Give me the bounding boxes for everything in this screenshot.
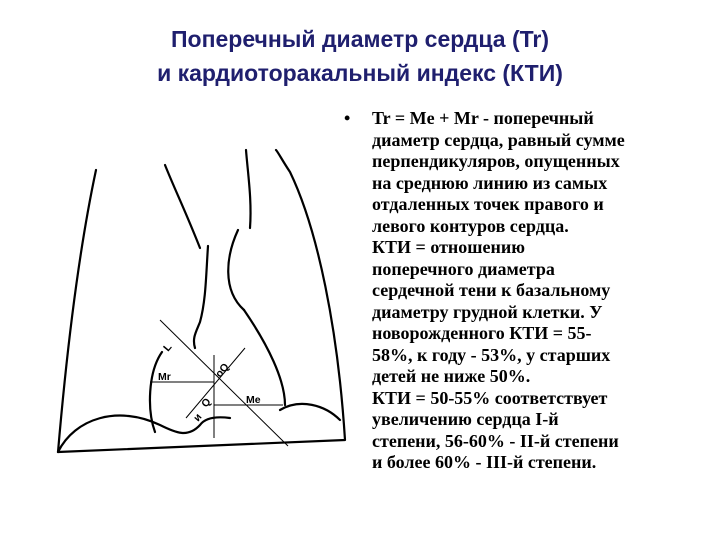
chest-outline <box>58 150 345 452</box>
label-mr: Mr <box>158 371 171 383</box>
text-line: детей не ниже 50%. <box>372 366 531 386</box>
title-line-2: и кардиоторакальный индекс (КТИ) <box>157 60 563 86</box>
text-line: КТИ = отношению <box>372 237 525 257</box>
text-line: перпендикуляров, опущенных <box>372 151 620 171</box>
text-line: поперечного диаметра <box>372 258 555 279</box>
text-line: сердечной тени к базальному <box>372 280 611 300</box>
label-q: Q <box>199 395 214 410</box>
text-line: диаметру грудной клетки. У <box>372 301 603 322</box>
text-line: 58%, к году - 53%, у старших <box>372 344 611 365</box>
text-line: левого контуров сердца. <box>372 215 569 236</box>
q-axis-line <box>186 348 245 418</box>
left-apex-curve <box>165 165 200 248</box>
long-axis-line <box>160 320 288 446</box>
label-i: и <box>191 411 205 424</box>
mediastinum-left <box>194 246 208 348</box>
text-line: увеличению сердца I-й <box>372 409 559 429</box>
text-line: диаметр сердца, равный сумме <box>372 129 625 150</box>
label-l: L <box>161 341 175 354</box>
label-oq: oQ <box>213 361 232 380</box>
text-line: и более 60% - III-й степени. <box>372 452 597 472</box>
text-line: новорожденного КТИ = 55- <box>372 323 592 343</box>
text-line: отдаленных точек правого и <box>372 194 604 214</box>
text-line: на среднюю линию из самых <box>372 172 608 193</box>
bullet-marker: • <box>344 108 351 128</box>
text-line: Tr = Me + Mr - поперечный <box>372 108 594 128</box>
label-me: Me <box>246 394 261 406</box>
description-text <box>372 108 718 474</box>
mediastinum-right <box>228 230 244 310</box>
heart-left-contour <box>244 310 285 405</box>
title-line-1: Поперечный диаметр сердца (Tr) <box>171 26 549 52</box>
text-line: КТИ = 50-55% соответствует <box>372 387 608 408</box>
heart-right-contour <box>150 352 162 432</box>
diaphragm-right <box>280 404 340 420</box>
text-line: степени, 56-60% - II-й степени <box>372 430 619 451</box>
right-apex-curve <box>246 150 251 228</box>
